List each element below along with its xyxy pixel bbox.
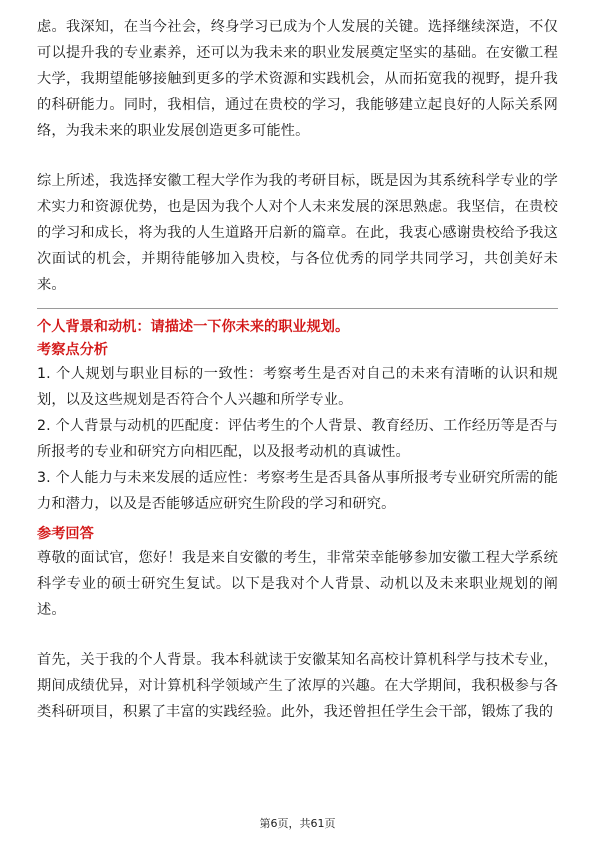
analysis-heading: 考察点分析 bbox=[37, 342, 108, 358]
page-number: 第6页，共61页 bbox=[259, 817, 336, 830]
analysis-item: 2. 个人背景与动机的匹配度：评估考生的个人背景、教育经历、工作经历等是否与所报考的专业和研究方向相匹配，以及报考动机的真诚性。 bbox=[37, 418, 558, 460]
question-title: 个人背景和动机：请描述一下你未来的职业规划。 bbox=[37, 319, 350, 335]
body-paragraph: 综上所述，我选择安徽工程大学作为我的考研目标，既是因为其系统科学专业的学术实力和资源优势，也是因为我个人对个人未来发展的深思熟虑。我坚信，在贵校的学习和成长，将为我的人生道路开启新的篇章。在此，我衷心感谢贵校给予我这次面试的机会，并期待能够加入贵校，与各位优秀的同学共同学习，共创美好未来。 bbox=[37, 173, 558, 293]
answer-heading: 参考回答 bbox=[37, 526, 94, 542]
answer-paragraph: 首先，关于我的个人背景。我本科就读于安徽某知名高校计算机科学与技术专业，期间成绩优异，对计算机科学领域产生了浓厚的兴趣。在大学期间，我积极参与各类科研项目，积累了丰富的实践经验。此外，我还曾担任学生会干部，锻炼了我的 bbox=[37, 652, 558, 720]
section-divider bbox=[37, 308, 558, 309]
answer-paragraph: 尊敬的面试官，您好！我是来自安徽的考生，非常荣幸能够参加安徽工程大学系统科学专业的硕士研究生复试。以下是我对个人背景、动机以及未来职业规划的阐述。 bbox=[37, 550, 558, 618]
analysis-item: 3. 个人能力与未来发展的适应性：考察考生是否具备从事所报考专业研究所需的能力和潜力，以及是否能够适应研究生阶段的学习和研究。 bbox=[37, 470, 558, 512]
analysis-item: 1. 个人规划与职业目标的一致性：考察考生是否对自己的未来有清晰的认识和规划，以及这些规划是否符合个人兴趣和所学专业。 bbox=[37, 366, 558, 408]
document-page bbox=[37, 14, 558, 725]
body-paragraph: 虑。我深知，在当今社会，终身学习已成为个人发展的关键。选择继续深造，不仅可以提升我的专业素养，还可以为我未来的职业发展奠定坚实的基础。在安徽工程大学，我期望能够接触到更多的学术资源和实践机会，从而拓宽我的视野，提升我的科研能力。同时，我相信，通过在贵校的学习，我能够建立起良好的人际关系网络，为我未来的职业发展创造更多可能性。 bbox=[37, 19, 558, 139]
